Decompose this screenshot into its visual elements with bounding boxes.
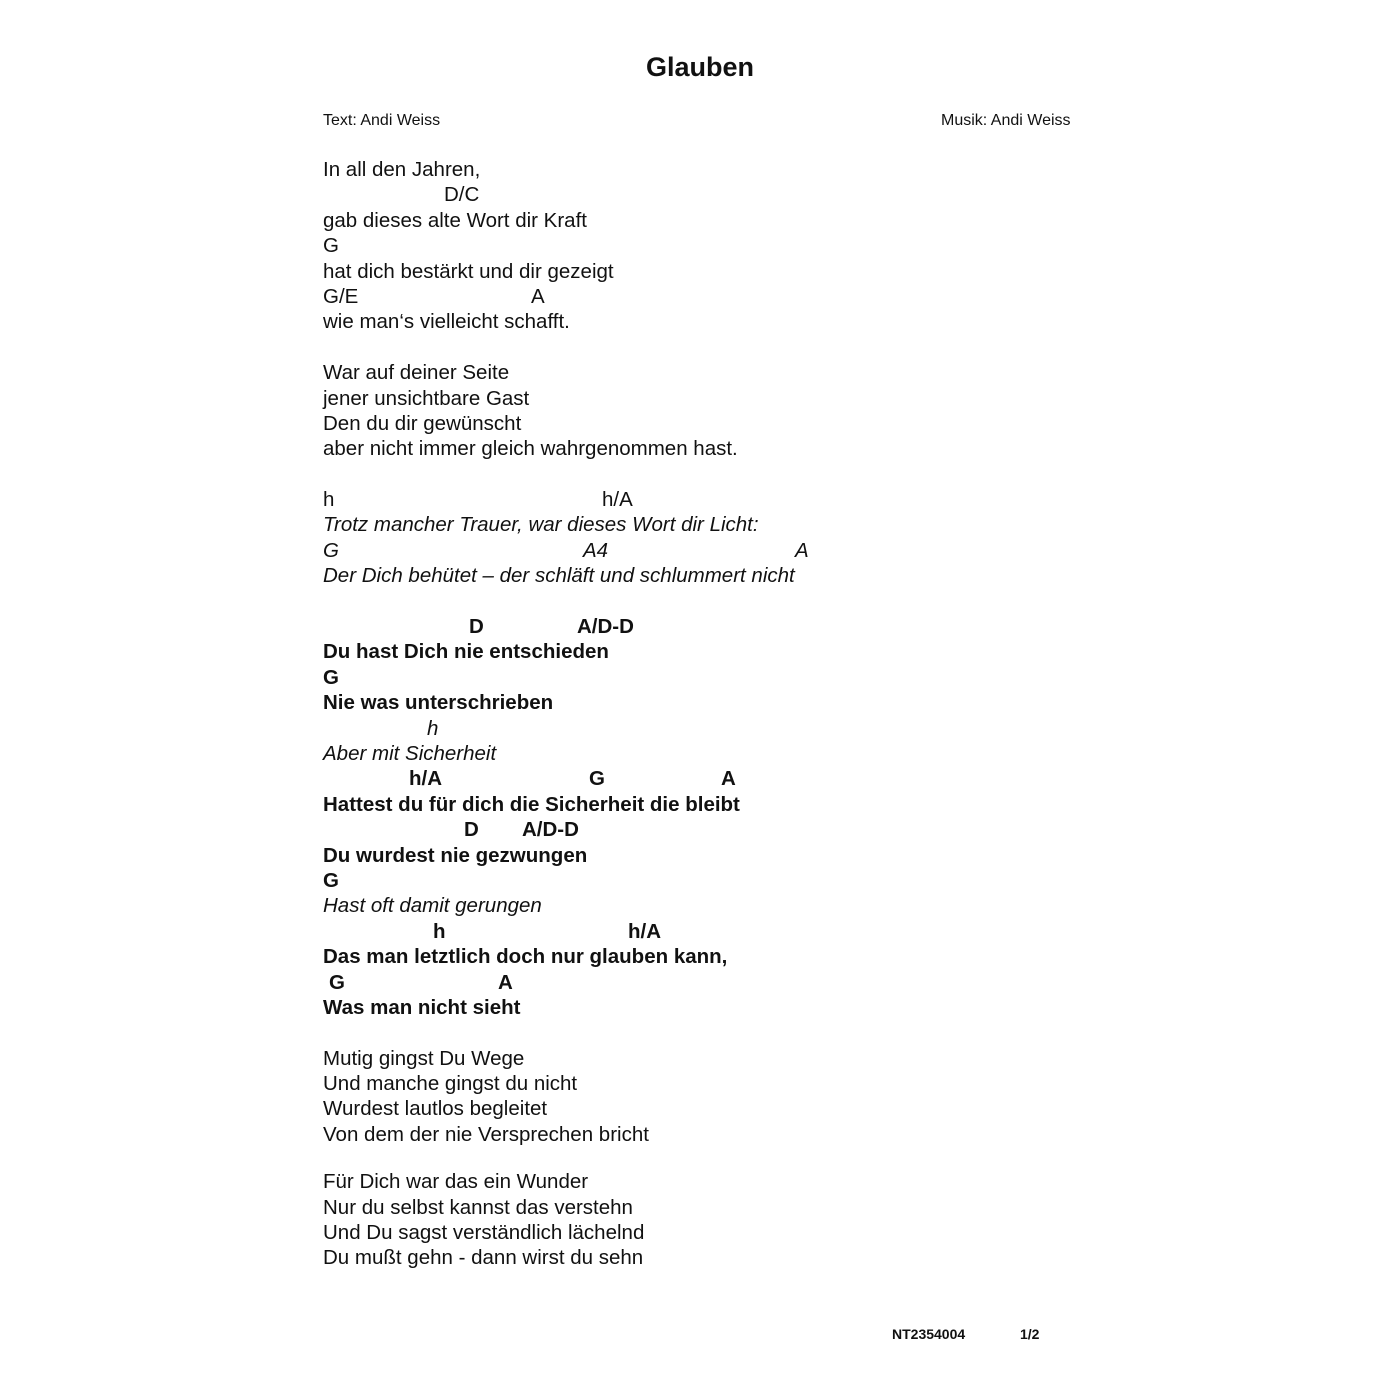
lyric-line: Du wurdest nie gezwungen — [323, 843, 588, 867]
chord-line — [323, 766, 1083, 791]
chord: A/D-D — [577, 615, 634, 639]
chord: G — [589, 767, 605, 791]
chord: h — [323, 488, 335, 512]
lyric-line: Und manche gingst du nicht — [323, 1072, 578, 1096]
lyric-line: aber nicht immer gleich wahrgenommen hast. — [323, 437, 738, 461]
lyric-line: wie man‘s vielleicht schafft. — [323, 310, 570, 334]
chord: D/C — [444, 183, 480, 207]
chord: G — [323, 538, 339, 562]
chord-line — [323, 665, 1083, 690]
chord-line — [323, 182, 1083, 207]
chord: h — [427, 716, 439, 740]
lyric-line: Aber mit Sicherheit — [323, 741, 497, 765]
chord: A — [795, 538, 809, 562]
stanza-gap — [323, 1147, 1083, 1169]
chord: G — [323, 868, 339, 892]
chord: G — [329, 970, 345, 994]
chord-line — [323, 868, 1083, 893]
lyric-line: Der Dich behütet – der schläft und schlummert nicht — [323, 564, 795, 588]
lyric-line: Wurdest lautlos begleitet — [323, 1097, 548, 1121]
chord-line — [323, 538, 1083, 563]
chord: G — [323, 234, 339, 258]
verse-1 — [323, 157, 1083, 335]
chord-line — [323, 284, 1083, 309]
lyric-line: Du mußt gehn - dann wirst du sehn — [323, 1246, 644, 1270]
chord: A — [498, 970, 513, 994]
song-sheet — [323, 157, 1083, 1271]
pre-chorus — [323, 487, 1083, 589]
lyric-line: jener unsichtbare Gast — [323, 386, 530, 410]
chord: G/E — [323, 284, 359, 308]
lyric-line: Und Du sagst verständlich lächelnd — [323, 1221, 645, 1245]
song-title: Glauben — [645, 52, 754, 82]
chord: A — [721, 767, 736, 791]
chord: h/A — [409, 767, 443, 791]
lyric-line: Hast oft damit gerungen — [323, 894, 542, 918]
chord: A/D-D — [522, 818, 579, 842]
lyric-line: Nur du selbst kannst das verstehn — [323, 1195, 633, 1219]
lyric-line: Nie was unterschrieben — [323, 691, 554, 715]
chord: D — [469, 615, 484, 639]
stanza-gap — [323, 1020, 1083, 1045]
stanza-gap — [323, 335, 1083, 360]
stanza-gap — [323, 589, 1083, 614]
composer-credit: Musik: Andi Weiss — [941, 112, 1071, 129]
chord: G — [323, 665, 339, 689]
lyric-line: War auf deiner Seite — [323, 361, 510, 385]
chord: h/A — [602, 488, 633, 512]
page-number: 1/2 — [1020, 1326, 1040, 1342]
lyric-line: Du hast Dich nie entschieden — [323, 640, 609, 664]
lyric-line: Von dem der nie Versprechen bricht — [323, 1122, 649, 1146]
verse-4 — [323, 1169, 1083, 1271]
chord-line — [323, 487, 1083, 512]
lyric-line: In all den Jahren, — [323, 158, 481, 181]
verse-2 — [323, 360, 1083, 462]
document-code: NT2354004 — [892, 1326, 966, 1342]
chord: h — [433, 919, 446, 943]
lyric-line: Trotz mancher Trauer, war dieses Wort dir Licht: — [323, 513, 759, 537]
chord-line — [323, 716, 1083, 741]
lyric-line: Den du dir gewünscht — [323, 411, 522, 435]
lyric-line: Das man letztlich doch nur glauben kann, — [323, 945, 728, 969]
chord-line — [323, 614, 1083, 639]
chord: D — [464, 818, 479, 842]
lyric-line: Hattest du für dich die Sicherheit die bleibt — [323, 792, 740, 816]
chord-line — [323, 817, 1083, 842]
lyric-line: Was man nicht sieht — [323, 995, 521, 1019]
lyric-line: Für Dich war das ein Wunder — [323, 1170, 589, 1194]
chorus — [323, 614, 1083, 1020]
chord-line — [323, 233, 1083, 258]
chord-line — [323, 919, 1083, 944]
verse-3 — [323, 1046, 1083, 1148]
lyric-line: Mutig gingst Du Wege — [323, 1046, 525, 1070]
lyric-line: hat dich bestärkt und dir gezeigt — [323, 259, 614, 283]
lyric-line: gab dieses alte Wort dir Kraft — [323, 208, 587, 232]
chord: h/A — [628, 919, 662, 943]
lyricist-credit: Text: Andi Weiss — [323, 112, 441, 129]
chord: A — [531, 284, 545, 308]
stanza-gap — [323, 462, 1083, 487]
chord: A4 — [583, 538, 609, 562]
chord-line — [323, 970, 1083, 995]
